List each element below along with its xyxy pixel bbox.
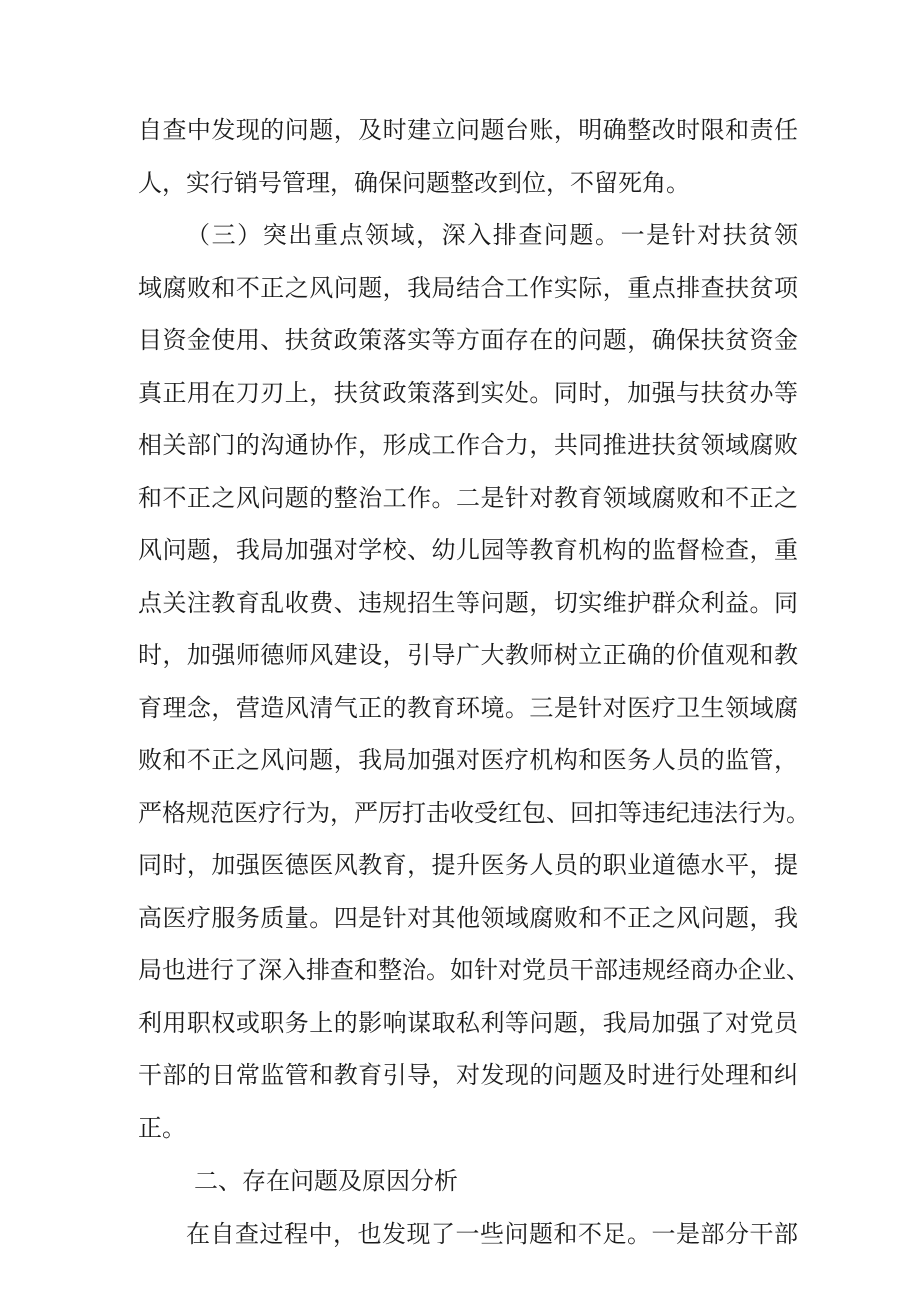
text-line: 域腐败和不正之风问题，我局结合工作实际，重点排查扶贫项 xyxy=(138,273,798,302)
text-line: 风问题，我局加强对学校、幼儿园等教育机构的监督检查，重 xyxy=(138,536,798,564)
text-line: 败和不正之风问题，我局加强对医疗机构和医务人员的监管， xyxy=(138,746,798,774)
text-line: 利用职权或职务上的影响谋取私利等问题，我局加强了对党员 xyxy=(138,1008,798,1037)
text-line: 干部的日常监管和教育引导，对发现的问题及时进行处理和纠 xyxy=(138,1061,798,1089)
text-line: （三）突出重点领域，深入排查问题。一是针对扶贫领 xyxy=(186,221,798,249)
text-line: 人，实行销号管理，确保问题整改到位，不留死角。 xyxy=(138,168,690,197)
text-line: 真正用在刀刃上，扶贫政策落到实处。同时，加强与扶贫办等 xyxy=(138,378,798,407)
paragraph-section-3 xyxy=(138,209,810,1154)
text-line: 正。 xyxy=(138,1113,186,1142)
text-line: 局也进行了深入排查和整治。如针对党员干部违规经商办企业、 xyxy=(138,956,810,984)
text-line: 相关部门的沟通协作，形成工作合力，共同推进扶贫领域腐败 xyxy=(138,431,798,459)
paragraph-section-2-intro xyxy=(138,1208,798,1261)
text-line: 和不正之风问题的整治工作。二是针对教育领域腐败和不正之 xyxy=(138,483,798,512)
text-line: 育理念，营造风清气正的教育环境。三是针对医疗卫生领域腐 xyxy=(138,693,798,722)
text-line: 目资金使用、扶贫政策落实等方面存在的问题，确保扶贫资金 xyxy=(138,326,798,354)
text-line: 在自查过程中，也发现了一些问题和不足。一是部分干部 xyxy=(186,1220,798,1248)
section-heading-2 xyxy=(138,1155,798,1208)
text-line: 严格规范医疗行为，严厉打击收受红包、回扣等违纪违法行为。 xyxy=(138,798,810,827)
text-line: 时，加强师德师风建设，引导广大教师树立正确的价值观和教 xyxy=(138,641,798,669)
heading-text: 二、存在问题及原因分析 xyxy=(194,1167,458,1195)
text-line: 点关注教育乱收费、违规招生等问题，切实维护群众利益。同 xyxy=(138,588,798,617)
text-line: 自查中发现的问题，及时建立问题台账，明确整改时限和责任 xyxy=(138,116,798,144)
text-line: 高医疗服务质量。四是针对其他领域腐败和不正之风问题，我 xyxy=(138,903,798,932)
paragraph-continuation xyxy=(138,104,798,209)
text-line: 同时，加强医德医风教育，提升医务人员的职业道德水平，提 xyxy=(138,851,798,879)
